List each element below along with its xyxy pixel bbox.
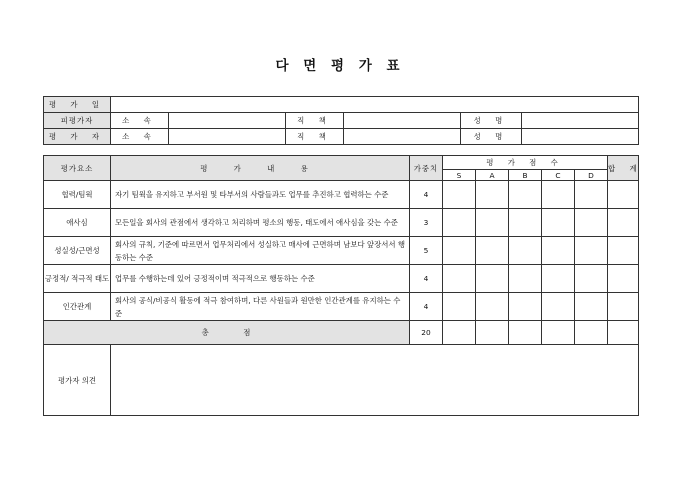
evaluator-name-field[interactable] bbox=[522, 129, 639, 145]
score-cell-s[interactable] bbox=[443, 237, 476, 265]
grade-header: S bbox=[443, 170, 476, 181]
header-weight: 가중치 bbox=[410, 156, 443, 181]
criteria-element: 긍정적/ 적극적 태도 bbox=[44, 265, 111, 293]
total-score-cell-s[interactable] bbox=[443, 321, 476, 345]
evaluatee-dept-field[interactable] bbox=[169, 113, 286, 129]
criteria-description: 회사의 공식/비공식 활동에 적극 참여하며, 다른 사원들과 원만한 인간관계를 유지하는 수준 bbox=[111, 293, 410, 321]
score-cell-b[interactable] bbox=[509, 181, 542, 209]
score-cell-d[interactable] bbox=[575, 209, 608, 237]
evaluator-dept-field[interactable] bbox=[169, 129, 286, 145]
criteria-row bbox=[44, 181, 639, 209]
score-cell-b[interactable] bbox=[509, 237, 542, 265]
score-cell-b[interactable] bbox=[509, 265, 542, 293]
grade-header: D bbox=[575, 170, 608, 181]
opinion-row bbox=[44, 345, 639, 416]
criteria-element: 성실성/근면성 bbox=[44, 237, 111, 265]
evaluator-row bbox=[44, 129, 639, 145]
criteria-element: 협력/팀웍 bbox=[44, 181, 111, 209]
score-cell-d[interactable] bbox=[575, 181, 608, 209]
header-total: 합 계 bbox=[608, 156, 639, 181]
score-cell-a[interactable] bbox=[476, 181, 509, 209]
total-score-cell-b[interactable] bbox=[509, 321, 542, 345]
row-total-cell[interactable] bbox=[608, 265, 639, 293]
criteria-weight: 4 bbox=[410, 181, 443, 209]
total-weight: 20 bbox=[410, 321, 443, 345]
total-label: 총 점 bbox=[44, 321, 410, 345]
criteria-weight: 3 bbox=[410, 209, 443, 237]
evaluatee-row bbox=[44, 113, 639, 129]
evaluation-table bbox=[43, 155, 643, 416]
score-cell-s[interactable] bbox=[443, 265, 476, 293]
criteria-description: 모든일을 회사의 관점에서 생각하고 처리하며 평소의 행동, 태도에서 애사심을 갖는 수준 bbox=[111, 209, 410, 237]
score-cell-c[interactable] bbox=[542, 181, 575, 209]
header-content: 평 가 내 용 bbox=[111, 156, 410, 181]
row-total-cell[interactable] bbox=[608, 181, 639, 209]
score-cell-a[interactable] bbox=[476, 237, 509, 265]
score-cell-c[interactable] bbox=[542, 209, 575, 237]
score-cell-a[interactable] bbox=[476, 209, 509, 237]
score-cell-a[interactable] bbox=[476, 293, 509, 321]
criteria-row bbox=[44, 209, 639, 237]
total-row bbox=[44, 321, 639, 345]
evaluatee-name-label: 성 명 bbox=[461, 113, 522, 129]
score-cell-s[interactable] bbox=[443, 293, 476, 321]
criteria-weight: 4 bbox=[410, 265, 443, 293]
criteria-weight: 5 bbox=[410, 237, 443, 265]
header-score: 평 가 점 수 bbox=[443, 156, 608, 170]
row-total-cell[interactable] bbox=[608, 293, 639, 321]
evaluator-dept-label: 소 속 bbox=[111, 129, 169, 145]
evaluatee-label: 피평가자 bbox=[44, 113, 111, 129]
evaluatee-dept-label: 소 속 bbox=[111, 113, 169, 129]
grand-total-cell[interactable] bbox=[608, 321, 639, 345]
grade-header: A bbox=[476, 170, 509, 181]
score-cell-a[interactable] bbox=[476, 265, 509, 293]
evaluator-name-label: 성 명 bbox=[461, 129, 522, 145]
header-element: 평가요소 bbox=[44, 156, 111, 181]
score-cell-d[interactable] bbox=[575, 293, 608, 321]
eval-date-label: 평 가 일 bbox=[44, 97, 111, 113]
score-cell-d[interactable] bbox=[575, 265, 608, 293]
criteria-element: 애사심 bbox=[44, 209, 111, 237]
evaluator-position-label: 직 책 bbox=[286, 129, 344, 145]
criteria-row bbox=[44, 265, 639, 293]
score-cell-c[interactable] bbox=[542, 293, 575, 321]
total-score-cell-d[interactable] bbox=[575, 321, 608, 345]
criteria-description: 자기 팀웍을 유지하고 부서원 및 타부서의 사람들과도 업무를 추진하고 협력하는 수준 bbox=[111, 181, 410, 209]
evaluatee-position-label: 직 책 bbox=[286, 113, 344, 129]
score-cell-d[interactable] bbox=[575, 237, 608, 265]
evaluatee-name-field[interactable] bbox=[522, 113, 639, 129]
evaluator-position-field[interactable] bbox=[344, 129, 461, 145]
criteria-description: 업무를 수행하는데 있어 긍정적이며 적극적으로 행동하는 수준 bbox=[111, 265, 410, 293]
criteria-description: 회사의 규칙, 기준에 따르면서 업무처리에서 성실하고 매사에 근면하며 남보다 앞장서서 행동하는 수준 bbox=[111, 237, 410, 265]
evaluator-label: 평 가 자 bbox=[44, 129, 111, 145]
evaluatee-position-field[interactable] bbox=[344, 113, 461, 129]
score-cell-b[interactable] bbox=[509, 293, 542, 321]
score-cell-s[interactable] bbox=[443, 209, 476, 237]
score-cell-s[interactable] bbox=[443, 181, 476, 209]
header-row bbox=[44, 156, 639, 170]
row-total-cell[interactable] bbox=[608, 209, 639, 237]
grade-header: C bbox=[542, 170, 575, 181]
opinion-label: 평가자 의견 bbox=[44, 345, 111, 416]
criteria-weight: 4 bbox=[410, 293, 443, 321]
total-score-cell-c[interactable] bbox=[542, 321, 575, 345]
criteria-row bbox=[44, 293, 639, 321]
eval-date-field[interactable] bbox=[111, 97, 639, 113]
eval-date-row bbox=[44, 97, 639, 113]
score-cell-c[interactable] bbox=[542, 265, 575, 293]
page-title: 다 면 평 가 표 bbox=[275, 58, 405, 74]
criteria-row bbox=[44, 237, 639, 265]
total-score-cell-a[interactable] bbox=[476, 321, 509, 345]
row-total-cell[interactable] bbox=[608, 237, 639, 265]
grade-header: B bbox=[509, 170, 542, 181]
score-cell-c[interactable] bbox=[542, 237, 575, 265]
criteria-element: 인간관계 bbox=[44, 293, 111, 321]
opinion-field[interactable] bbox=[111, 345, 639, 416]
evaluation-info-table bbox=[43, 96, 639, 145]
score-cell-b[interactable] bbox=[509, 209, 542, 237]
